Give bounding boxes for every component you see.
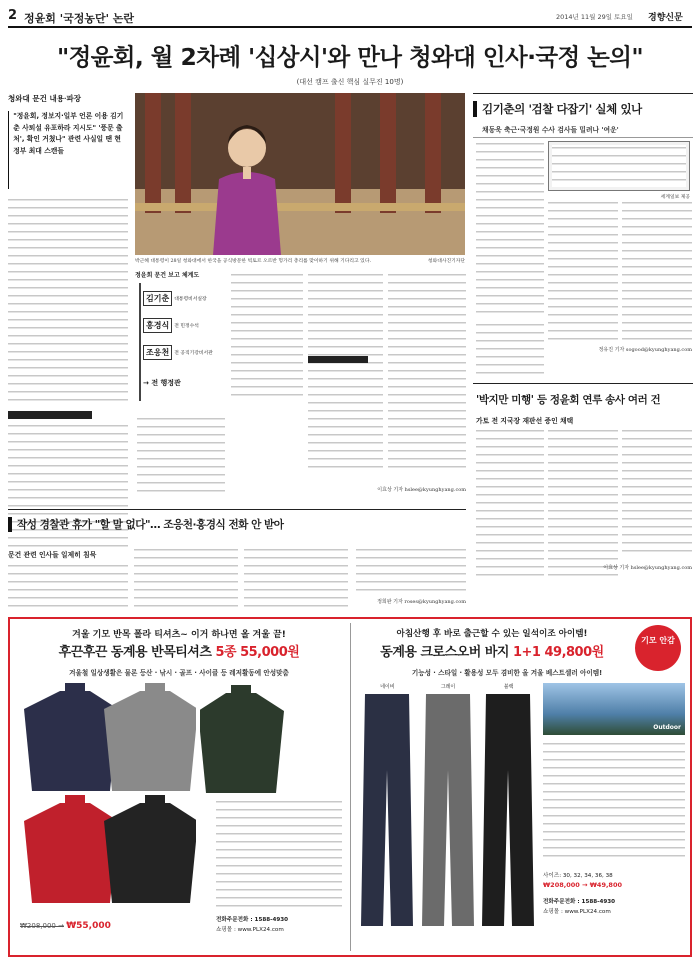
- ad-left-description: [216, 799, 342, 907]
- diagram-name: 홍경식: [143, 318, 172, 333]
- city-photo-label: Outdoor: [653, 724, 681, 731]
- diagram-name: 조응천: [143, 345, 172, 360]
- ad-right-phone[interactable]: 전화주문전화 : 1588-4930: [543, 899, 616, 905]
- pants-black-icon: [480, 690, 536, 930]
- pants-label: 네이비: [380, 684, 395, 690]
- ad-right-subline: 기능성 · 스타일 · 활용성 모두 겸비한 올 겨울 베스트셀러 아이템!: [411, 669, 603, 677]
- pants-label: 블랙: [503, 684, 514, 690]
- city-photo: [543, 683, 685, 735]
- right-article-title: 김기춘의 '검찰 다잡기' 실체 있나: [482, 102, 642, 116]
- title-bar: [8, 517, 12, 532]
- middle-rule: [8, 509, 466, 510]
- right-sub-rule: [473, 137, 693, 138]
- left-body-text: [8, 197, 128, 407]
- diagram-node-3: [143, 345, 213, 360]
- ad-left-subline: 겨울철 일상생활은 물론 등산 · 낚시 · 골프 · 사이클 등 레저활동에 안성맞춤: [69, 669, 289, 677]
- right-article-title-row: [473, 101, 693, 117]
- left-label: 청와대 문건 내용·파장: [8, 94, 82, 103]
- ad-left-headline-a: 후끈후끈 동계용 반목티셔츠: [58, 645, 212, 660]
- pants-label: 그레이: [440, 684, 456, 690]
- document-image-caption: 세계일보 제공: [660, 195, 690, 200]
- page-number: 2: [8, 8, 18, 23]
- middle-byline: 정희완 기자 roses@kyunghyang.com: [377, 599, 466, 605]
- ad-left-price-new: ₩55,000: [66, 921, 111, 931]
- tshirt-black: [104, 795, 196, 903]
- pants-products: [359, 683, 537, 939]
- diagram-title: 정윤회 문건 보고 체계도: [135, 272, 200, 279]
- pants-gray: [420, 683, 477, 939]
- ad-left[interactable]: [10, 619, 348, 955]
- middle-body-4: [356, 547, 466, 595]
- tshirt-navy: [24, 683, 118, 791]
- right2-body-3: [622, 428, 692, 558]
- ad-right-site[interactable]: 쇼핑몰 : www.PLX24.com: [543, 909, 611, 915]
- paper-name: 경향신문: [648, 13, 683, 23]
- center-body-1b: [137, 416, 225, 494]
- diagram-role: 대통령비서실장: [174, 297, 207, 302]
- ad-divider: [350, 623, 351, 951]
- middle-body-1: [8, 563, 128, 607]
- right-article2-title: '박지만 미행' 등 정윤회 연루 송사 여러 건: [476, 394, 661, 406]
- middle-article-subtitle: 문건 관련 인사들 일제히 침묵: [8, 551, 97, 559]
- tshirt-darkgreen: [200, 683, 286, 795]
- header-rule: [8, 26, 692, 28]
- left-lead: "정윤회, 정보지·일부 언론 이용 김기춘 사퇴설 유포하라 지시도" '풍문 출처', 확인 거쳤나" 관련 사실일 땐 현 정부 최대 스캔들: [13, 112, 124, 155]
- right-body-2: [548, 200, 618, 340]
- document-image: [548, 141, 690, 191]
- diagram-bottom: 전 행정관: [151, 379, 181, 387]
- pants-black: [480, 683, 537, 939]
- diagram-node-4: [143, 378, 181, 388]
- pants-gray-icon: [420, 690, 476, 930]
- right-rule: [473, 93, 693, 94]
- article1-byline: 이효상 기자 hslee@kyunghyang.com: [377, 487, 466, 493]
- ad-left-price-old: ₩208,000 →: [20, 922, 64, 930]
- tshirt-products: [16, 681, 196, 909]
- ad-right-headline: [357, 641, 627, 660]
- quote-bar: [8, 111, 9, 189]
- center-body-2: [308, 272, 383, 474]
- ad-right-badge: 기모 안감: [635, 625, 681, 671]
- left-body-text-2: [8, 423, 128, 553]
- tshirt-gray: [104, 683, 196, 791]
- headline-sub: (대선 캠프 출신 핵심 실무진 10명): [296, 78, 404, 86]
- right-body-3: [622, 200, 692, 340]
- ad-right-headline-a: 동계용 크로스오버 바지: [380, 645, 509, 660]
- ad-left-headline-b: 5종 55,000원: [215, 645, 300, 660]
- report-diagram: [135, 270, 227, 412]
- diagram-node-2: [143, 318, 199, 333]
- document-text: [552, 145, 686, 187]
- diagram-node-1: [143, 291, 207, 306]
- president-photo: [135, 93, 465, 255]
- arrow-icon: →: [143, 379, 152, 387]
- ad-right-tagline: 아침산행 후 바로 출근할 수 있는 일석이조 아이템!: [396, 629, 588, 639]
- ad-right[interactable]: [353, 619, 690, 955]
- left-subhead-box: [8, 411, 92, 419]
- page-header: [8, 8, 692, 28]
- right2-body-1: [476, 428, 544, 578]
- right2-rule: [473, 383, 693, 384]
- ad-left-site[interactable]: 쇼핑몰 : www.PLX24.com: [216, 927, 284, 933]
- main-photo: [135, 93, 465, 255]
- section-title: 정윤회 '국정농단' 논란: [24, 12, 135, 25]
- pants-navy-icon: [359, 690, 415, 930]
- headline-sub-text: 대선 캠프 출신 핵심 실무진 10명: [299, 78, 401, 86]
- ad-left-phone[interactable]: 전화주문전화 : 1588-4930: [216, 917, 289, 923]
- left-column: [8, 93, 128, 553]
- pants-navy: [359, 683, 416, 939]
- middle-article-title: 작성 경찰관 휴가 "할 말 없다"… 조응천·홍경식 전화 안 받아: [17, 519, 284, 531]
- right-article2-subtitle: 가토 전 지국장 재판선 증인 채택: [476, 417, 574, 425]
- middle-body-2: [134, 547, 238, 607]
- right-article2-byline: 이효상 기자 hslee@kyunghyang.com: [603, 565, 692, 571]
- right-article-subtitle: 채동욱 축근·국정원 수사 검사들 밀려나 '여운': [482, 126, 619, 134]
- ad-left-price: [20, 921, 111, 931]
- diagram-role: 전 민정수석: [174, 324, 199, 329]
- center-subhead-box: [308, 356, 368, 363]
- ad-left-headline: [10, 641, 348, 660]
- title-bar: [473, 101, 477, 117]
- page-date: 2014년 11월 29일 토요일: [556, 13, 633, 21]
- tshirt-red: [24, 795, 118, 903]
- ad-right-price: ₩208,000 → ₩49,800: [543, 881, 622, 889]
- center-body-1: [231, 272, 303, 400]
- ad-left-tagline: 겨울 기모 반목 폴라 티셔츠~ 이거 하나면 올 겨울 끝!: [72, 630, 286, 640]
- right2-body-2: [548, 428, 618, 578]
- middle-title-row: [8, 517, 466, 532]
- photo-caption: 박근혜 대통령이 28일 청와대에서 한국을 공식방문한 빅토르 오르반 헝가리 총리를 맞이하기 위해 기다리고 있다.: [135, 259, 371, 264]
- advertisement[interactable]: [8, 617, 692, 957]
- ad-right-sizes: 사이즈: 30, 32, 34, 36, 38: [543, 873, 613, 879]
- diagram-line: [139, 283, 141, 401]
- right-body-1b: [476, 322, 544, 380]
- main-headline: "정윤회, 월 2차례 '십상시'와 만나 청와대 인사·국정 논의": [56, 43, 644, 71]
- ad-right-headline-b: 1+1 49,800원: [512, 645, 604, 660]
- right-body-1: [476, 141, 544, 317]
- photo-credit: 청와대사진기자단: [427, 259, 465, 264]
- diagram-name: 김기춘: [143, 291, 172, 306]
- right-article-byline: 정유진 기자 sogood@kyunghyang.com: [598, 347, 692, 353]
- center-body-3: [388, 272, 466, 474]
- diagram-role: 전 공직기강비서관: [174, 351, 213, 356]
- ad-right-description: [543, 741, 685, 861]
